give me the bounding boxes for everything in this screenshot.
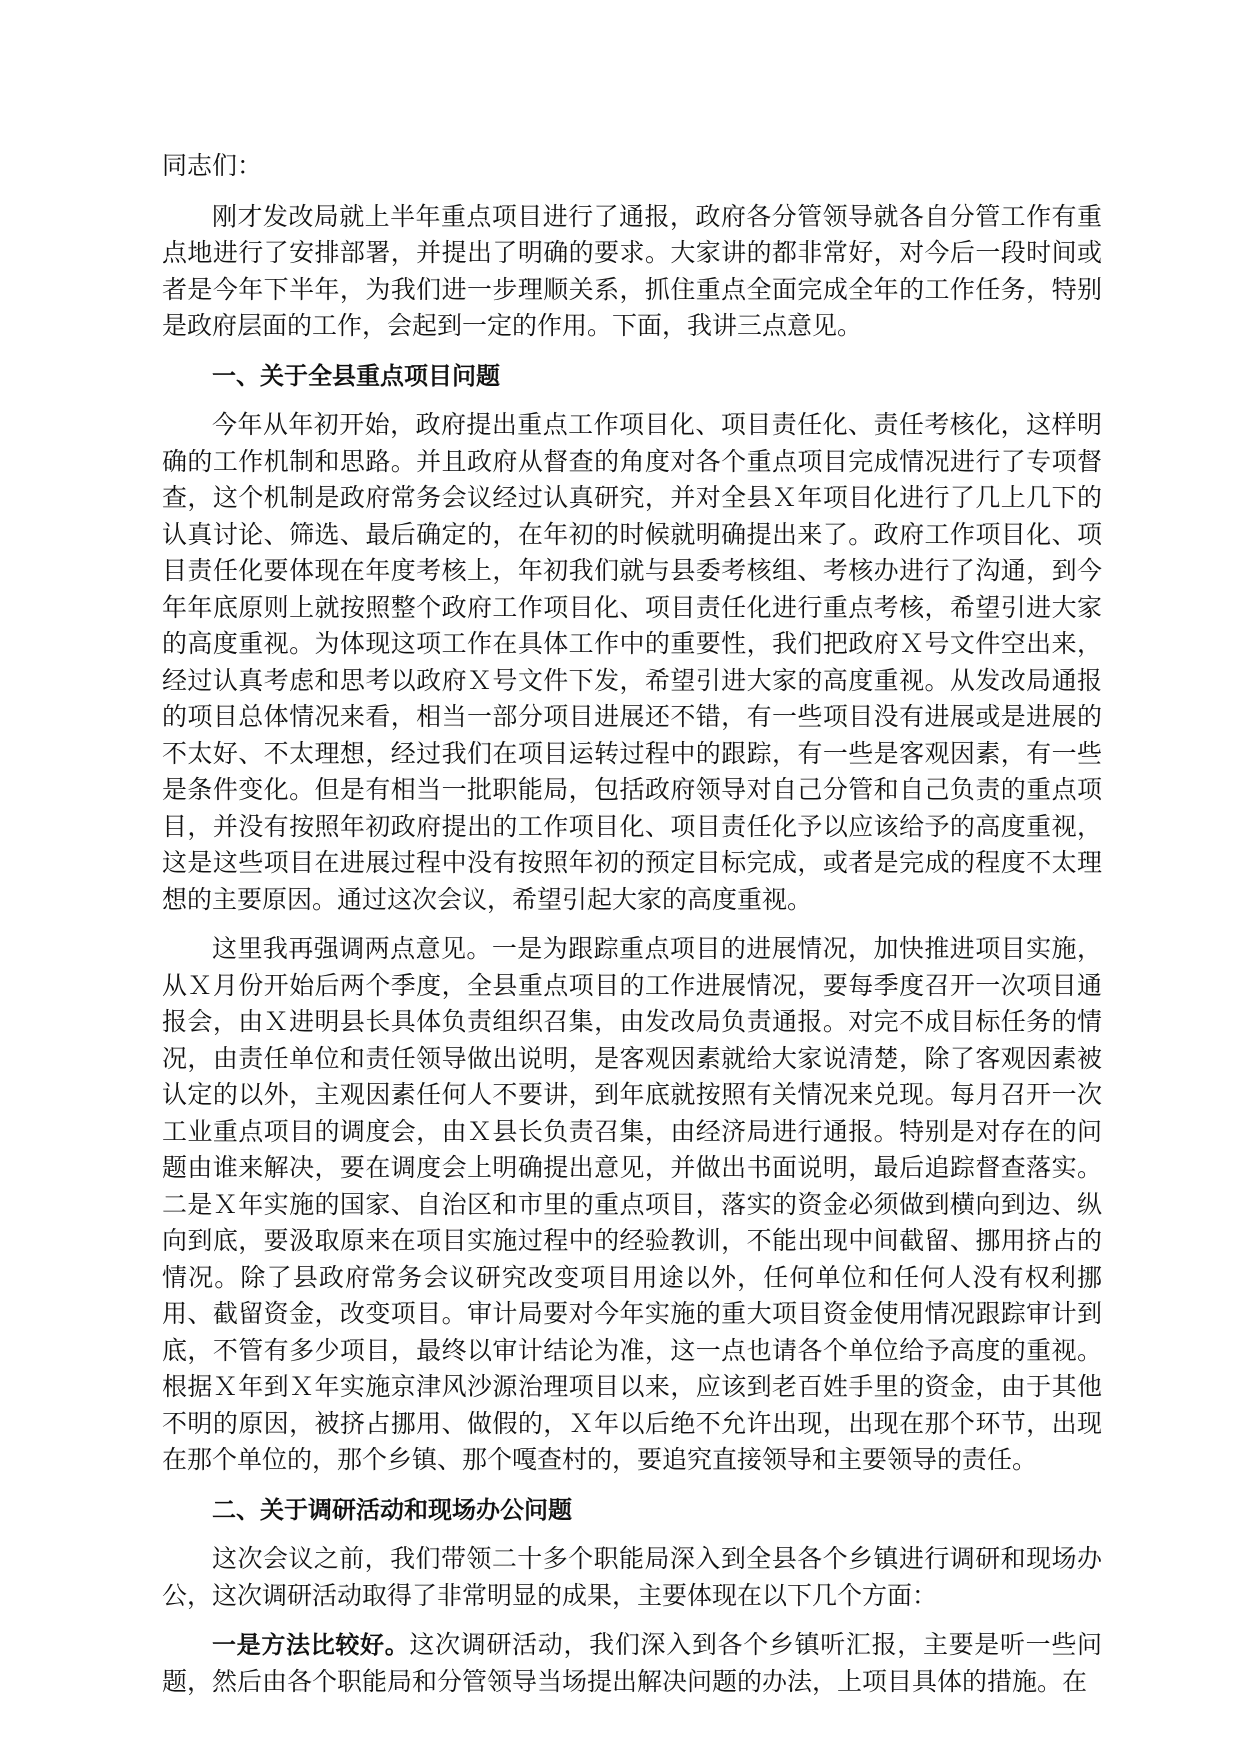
paragraph-method-point xyxy=(162,1627,1102,1700)
paragraph-research-intro: 这次会议之前，我们带领二十多个职能局深入到全县各个乡镇进行调研和现场办公，这次调研活动取得了非常明显的成果，主要体现在以下几个方面： xyxy=(162,1544,1102,1610)
intro-paragraph: 刚才发改局就上半年重点项目进行了通报，政府各分管领导就各自分管工作有重点地进行了安排部署，并提出了明确的要求。大家讲的都非常好，对今后一段时间或者是今年下半年，为我们进一步理顺关系，抓住重点全面完成全年的工作任务，特别是政府层面的工作，会起到一定的作用。下面，我讲三点意见。 xyxy=(162,201,1102,340)
section-heading-key-projects: 一、关于全县重点项目问题 xyxy=(212,361,500,390)
point-lead: 一是方法比较好。 xyxy=(212,1631,410,1659)
paragraph-two-opinions: 这里我再强调两点意见。一是为跟踪重点项目的进展情况，加快推进项目实施，从Ｘ月份开始后两个季度，全县重点项目的工作进展情况，要每季度召开一次项目通报会，由Ｘ进明县长具体负责组织召集，由发改局负责通报。对完不成目标任务的情况，由责任单位和责任领导做出说明，是客观因素就给大家说清楚，除了客观因素被认定的以外，主观因素任何人不要讲，到年底就按照有关情况来兑现。每月召开一次工业重点项目的调度会，由Ｘ县长负责召集，由经济局进行通报。特别是对存在的问题由谁来解决，要在调度会上明确提出意见，并做出书面说明，最后追踪督查落实。二是Ｘ年实施的国家、自治区和市里的重点项目，落实的资金必须做到横向到边、纵向到底，要汲取原来在项目实施过程中的经验教训，不能出现中间截留、挪用挤占的情况。除了县政府常务会议研究改变项目用途以外，任何单位和任何人没有权利挪用、截留资金，改变项目。审计局要对今年实施的重大项目资金使用情况跟踪审计到底，不管有多少项目，最终以审计结论为准，这一点也请各个单位给予高度的重视。根据Ｘ年到Ｘ年实施京津风沙源治理项目以来，应该到老百姓手里的资金，由于其他不明的原因，被挤占挪用、做假的，Ｘ年以后绝不允许出现，出现在那个环节，出现在那个单位的，那个乡镇、那个嘎查村的，要追究直接领导和主要领导的责任。 xyxy=(162,934,1102,1474)
salutation: 同志们： xyxy=(162,151,263,180)
section-heading-research-activities: 二、关于调研活动和现场办公问题 xyxy=(212,1495,572,1524)
point-text: 这次调研活动，我们深入到各个乡镇听汇报，主要是听一些问题，然后由各个职能局和分管领导当场提出解决问题的办法，上项目具体的措施。在 xyxy=(162,1630,1103,1696)
document-page xyxy=(162,148,1102,1713)
paragraph-project-mechanism: 今年从年初开始，政府提出重点工作项目化、项目责任化、责任考核化，这样明确的工作机制和思路。并且政府从督查的角度对各个重点项目完成情况进行了专项督查，这个机制是政府常务会议经过认真研究，并对全县Ｘ年项目化进行了几上几下的认真讨论、筛选、最后确定的，在年初的时候就明确提出来了。政府工作项目化、项目责任化要体现在年度考核上，年初我们就与县委考核组、考核办进行了沟通，到今年年底原则上就按照整个政府工作项目化、项目责任化进行重点考核，希望引进大家的高度重视。为体现这项工作在具体工作中的重要性，我们把政府Ｘ号文件空出来，经过认真考虑和思考以政府Ｘ号文件下发，希望引进大家的高度重视。从发改局通报的项目总体情况来看，相当一部分项目进展还不错，有一些项目没有进展或是进展的不太好、不太理想，经过我们在项目运转过程中的跟踪，有一些是客观因素，有一些是条件变化。但是有相当一批职能局，包括政府领导对自己分管和自己负责的重点项目，并没有按照年初政府提出的工作项目化、项目责任化予以应该给予的高度重视，这是这些项目在进展过程中没有按照年初的预定目标完成，或者是完成的程度不太理想的主要原因。通过这次会议，希望引起大家的高度重视。 xyxy=(162,410,1102,914)
